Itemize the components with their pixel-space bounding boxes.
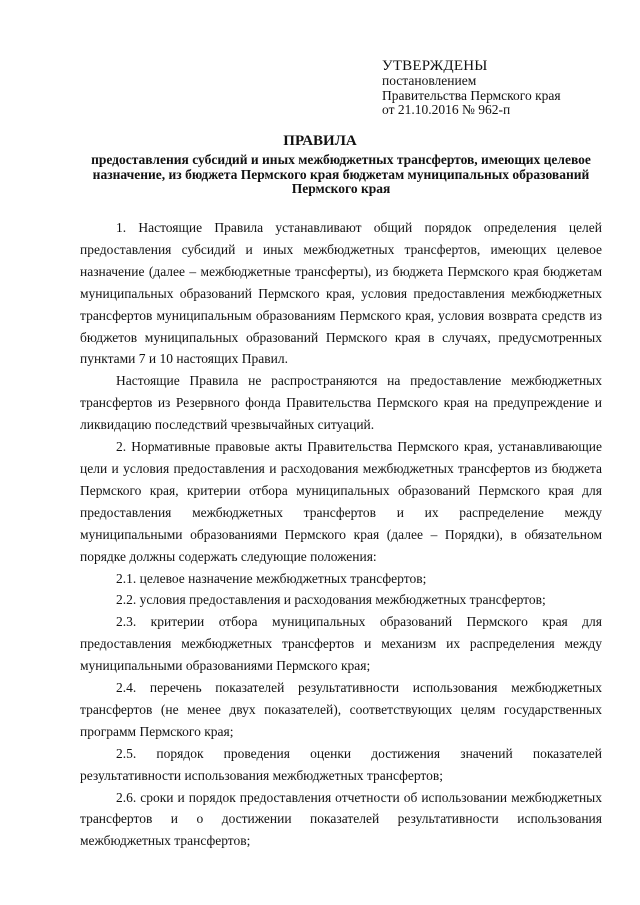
document-subtitle: предоставления субсидий и иных межбюджетных трансфертов, имеющих целевое назначение, из бюджета Пермского края бюджетам муниципальных образований Пермского края bbox=[91, 152, 591, 196]
approval-line: от 21.10.2016 № 962-п bbox=[382, 102, 511, 117]
approval-stamp bbox=[382, 58, 622, 118]
paragraph: Настоящие Правила не распространяются на предоставление межбюджетных трансфертов из Резервного фонда Правительства Пермского края на предупреждение и ликвидацию последствий чрезвычайных ситуаций. bbox=[80, 373, 602, 433]
paragraph: 2.4. перечень показателей результативности использования межбюджетных трансфертов (не менее двух показателей), соответствующих целям государственных программ Пермского края; bbox=[80, 680, 602, 739]
document-title: ПРАВИЛА bbox=[283, 133, 357, 149]
paragraph: 2.2. условия предоставления и расходования межбюджетных трансфертов; bbox=[116, 592, 546, 608]
document-body bbox=[80, 217, 602, 852]
approval-title: УТВЕРЖДЕНЫ bbox=[382, 58, 488, 74]
paragraph: 1. Настоящие Правила устанавливают общий порядок определения целей предоставления субсидий и иных межбюджетных трансфертов, имеющих целевое назначение (далее – межбюджетные трансферты), из бюджета Пермского края бюджетам муниципальных образований Пермского края, условия предоставления межбюджетных трансфертов муниципальным образованиям Пермского края, условия возврата средств из бюджетов муниципальных образований Пермского края в случаях, предусмотренных пунктами 7 и 10 настоящих Правил. bbox=[80, 220, 602, 367]
paragraph: 2.5. порядок проведения оценки достижения значений показателей результативности использования межбюджетных трансфертов; bbox=[80, 745, 602, 783]
approval-line: постановлением bbox=[382, 73, 477, 88]
paragraph: 2.6. сроки и порядок предоставления отчетности об использовании межбюджетных трансфертов и о достижении показателей результативности использования межбюджетных трансфертов; bbox=[80, 789, 602, 849]
paragraph: 2.3. критерии отбора муниципальных образований Пермского края для предоставления межбюджетных трансфертов и механизм их распределения между муниципальными образованиями Пермского края; bbox=[80, 614, 602, 674]
paragraph: 2.1. целевое назначение межбюджетных трансфертов; bbox=[116, 570, 427, 586]
approval-line: Правительства Пермского края bbox=[382, 87, 561, 103]
paragraph: 2. Нормативные правовые акты Правительства Пермского края, устанавливающие цели и условия предоставления и расходования межбюджетных трансфертов из бюджета Пермского края, критерии отбора муниципальных образований Пермского края для предоставления межбюджетных трансфертов и их распределение между муниципальными образованиями Пермского края (далее – Порядки), в обязательном порядке должны содержать следующие положения: bbox=[80, 439, 602, 564]
